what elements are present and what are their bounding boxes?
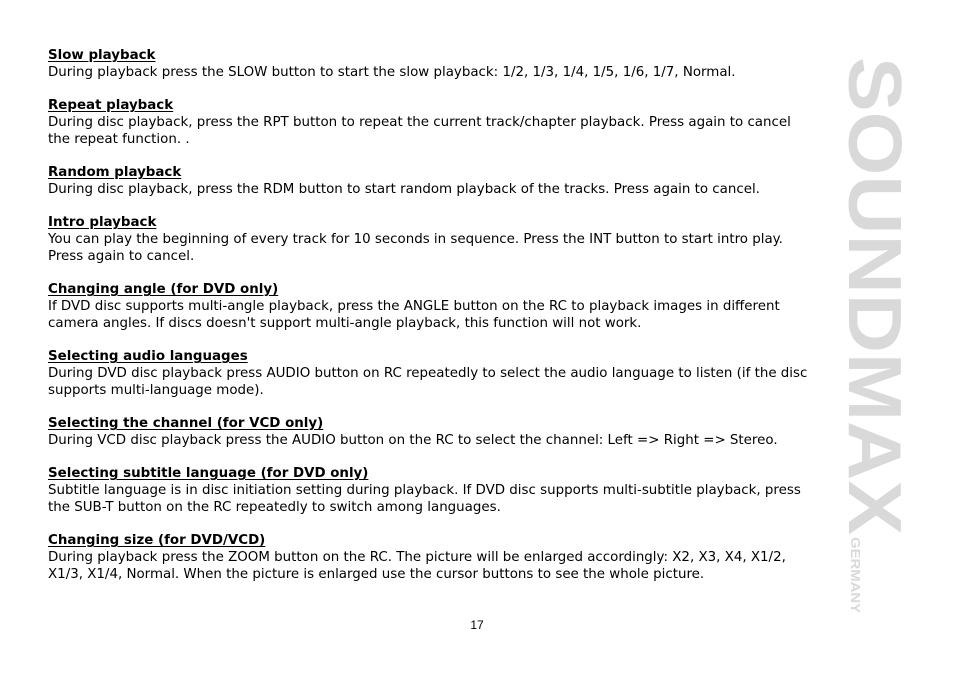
brand-logo [830,45,920,625]
section-text: During playback press the SLOW button to start the slow playback: 1/2, 1/3, 1/4, 1/5, 1/6, 1/7, Normal. [48,65,736,80]
section-heading: Repeat playback [48,98,174,113]
section-changing-size [48,532,813,583]
section-text: You can play the beginning of every track for 10 seconds in sequence. Press the INT button to start intro play. Press again to cancel. [48,232,783,264]
manual-content [48,47,813,599]
section-heading: Intro playback [48,215,157,230]
section-random-playback [48,164,813,198]
section-heading: Changing size (for DVD/VCD) [48,533,266,548]
section-heading: Selecting subtitle language (for DVD only) [48,466,369,481]
brand-logo-graphic [830,45,920,625]
section-channel-vcd [48,415,813,449]
section-text: During DVD disc playback press AUDIO button on RC repeatedly to select the audio language to listen (if the disc supports multi-language mode). [48,366,808,398]
section-text: During VCD disc playback press the AUDIO button on the RC to select the channel: Left => Right => Stereo. [48,433,778,448]
section-intro-playback [48,214,813,265]
section-heading: Selecting audio languages [48,349,248,364]
section-text: Subtitle language is in disc initiation setting during playback. If DVD disc supports multi-subtitle playback, press the SUB-T button on the RC repeatedly to switch among languages. [48,483,801,515]
section-repeat-playback [48,97,813,148]
section-slow-playback [48,47,813,81]
page-number: 17 [470,618,484,632]
section-heading: Selecting the channel (for VCD only) [48,416,324,431]
brand-name: SOUNDMAX [833,57,917,495]
section-subtitle-language [48,465,813,516]
section-audio-languages [48,348,813,399]
section-changing-angle [48,281,813,332]
section-text: During disc playback, press the RPT button to repeat the current track/chapter playback. Press again to cancel the repeat function. . [48,115,791,147]
section-heading: Random playback [48,165,182,180]
section-text: During disc playback, press the RDM button to start random playback of the tracks. Press again to cancel. [48,182,760,197]
section-text: During playback press the ZOOM button on the RC. The picture will be enlarged accordingly: X2, X3, X4, X1/2, X1/3, X1/4, Normal. When the picture is enlarged use the cursor buttons to see the whole picture. [48,550,786,582]
brand-subtitle: GERMANY [848,537,863,604]
section-heading: Slow playback [48,48,156,63]
section-text: If DVD disc supports multi-angle playback, press the ANGLE button on the RC to playback images in different camera angles. If discs doesn't support multi-angle playback, this function will not work. [48,299,780,331]
section-heading: Changing angle (for DVD only) [48,282,279,297]
